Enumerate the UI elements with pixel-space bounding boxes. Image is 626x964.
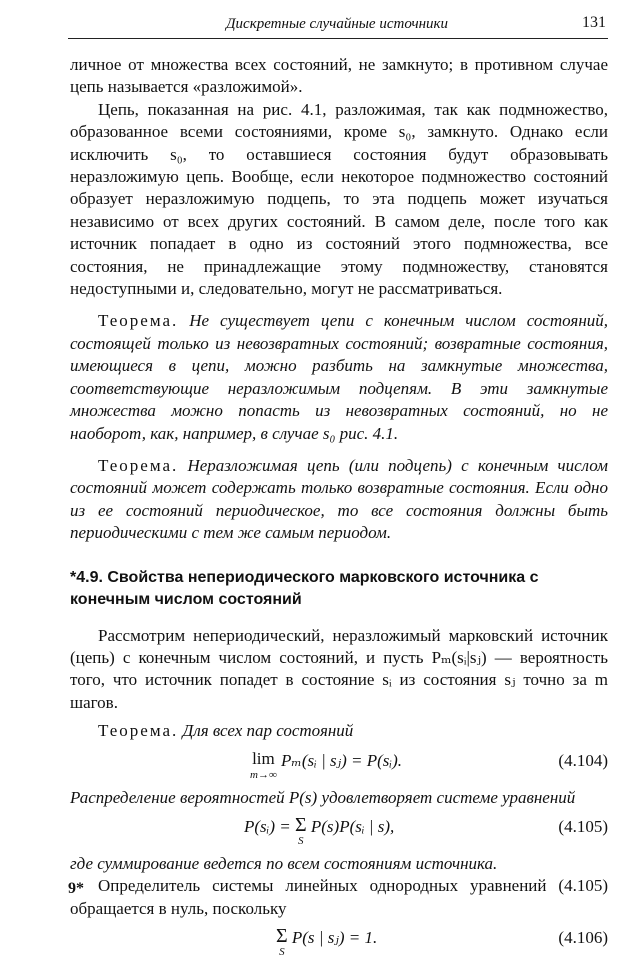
paragraph-markov-source: Рассмотрим непериодический, неразложимый марковский источник (цепь) с конечным числом состояний, и пусть Pₘ(sᵢ|sⱼ) — вероятность того, что источник попадет в состояние sᵢ из состояния sⱼ точно за m шагов. (70, 625, 608, 712)
theorem-3 (70, 720, 608, 742)
limit-label: lim (252, 748, 275, 768)
theorem-2-text: Неразложимая цепь (или подцепь) с конечным числом состояний может содержать только возвратные состояния. Если одно из ее состояний периодическое, то все состояния должны быть периодическими с тем же самым периодом. (70, 455, 608, 543)
sum-sign: Σ (276, 925, 288, 948)
sum-operator (294, 813, 307, 849)
theorem-2 (70, 455, 608, 545)
page-body (70, 54, 608, 964)
limit-operator (250, 748, 277, 783)
running-header (68, 12, 608, 39)
limit-subscript: m→∞ (250, 768, 277, 781)
paragraph-determinant: Определитель системы линейных однородных уравнений (4.105) обращается в нуль, поскольку (70, 876, 608, 918)
header-title: Дискретные случайные источники (226, 16, 449, 32)
paragraph-summation-note: где суммирование ведется по всем состояниям источника. (70, 853, 498, 873)
equation-4-104 (70, 743, 608, 787)
theorem-1-text: Не существует цепи с конечным числом состояний, состоящей только из невозвратных состояний; возвратные состояния, имеющиеся в цепи, можно разбить на замкнутые множества, соответствующие неразложимым подцепям. В эти замкнутые множества можно попасть из невозвратных состояний, но не наоборот, как, например, в случае s₀ рис. 4.1. (70, 311, 609, 443)
equation-4-105 (70, 809, 608, 853)
equation-4-106-formula (276, 925, 378, 960)
sum-sign: Σ (294, 813, 307, 836)
equation-4-105-formula (244, 813, 395, 849)
equation-4-104-body: Pₘ(sᵢ | sⱼ) = P(sᵢ). (281, 750, 402, 770)
paragraph-decomposable-chain: Цепь, показанная на рис. 4.1, разложимая, так как подмножество, образованное всеми состояниями, кроме s₀, замкнуто. Однако если исключить s₀, то оставшиеся состояния будут образовывать неразложимую цепь. Вообще, если некоторое подмножество состояний образует неразложимую подцепь, то эта подцепь может изучаться независимо от всех других состояний. В самом деле, после того как источник попадает в одно из состояний этого подмножества, все состояния, не принадлежащие этому подмножеству, становятся недоступными и, следовательно, могут не рассматриваться. (70, 99, 608, 299)
paragraph-distribution: Распределение вероятностей P(s) удовлетворяет системе уравнений (70, 787, 576, 807)
equation-4-105-number: (4.105) (558, 816, 608, 836)
equation-4-104-formula (250, 748, 402, 783)
equation-4-106-body: P(s | sⱼ) = 1. (291, 928, 378, 948)
equation-4-106 (70, 920, 608, 964)
paragraph-continuation: личное от множества всех состояний, не замкнуто; в противном случае цепь называется «разложимой». (70, 55, 608, 97)
sum-operator (276, 925, 288, 960)
signature-mark: 9* (68, 880, 84, 897)
theorem-3-text: Для всех пар состояний (182, 721, 354, 741)
theorem-3-label: Теорема. (98, 721, 179, 741)
theorem-1 (70, 310, 608, 444)
equation-4-104-number: (4.104) (558, 750, 608, 770)
section-heading: *4.9. Свойства непериодического марковского источника с конечным числом состояний (70, 568, 539, 608)
sum-subscript: S (298, 834, 304, 847)
equation-4-105-left: P(sᵢ) = (244, 816, 291, 836)
equation-4-106-number: (4.106) (558, 928, 608, 948)
page-number: 131 (582, 14, 606, 31)
theorem-1-label: Теорема. (98, 311, 179, 331)
equation-4-105-body: P(s)P(sᵢ | s), (310, 816, 395, 836)
theorem-2-label: Теорема. (98, 455, 179, 475)
sum-subscript: S (279, 946, 285, 959)
